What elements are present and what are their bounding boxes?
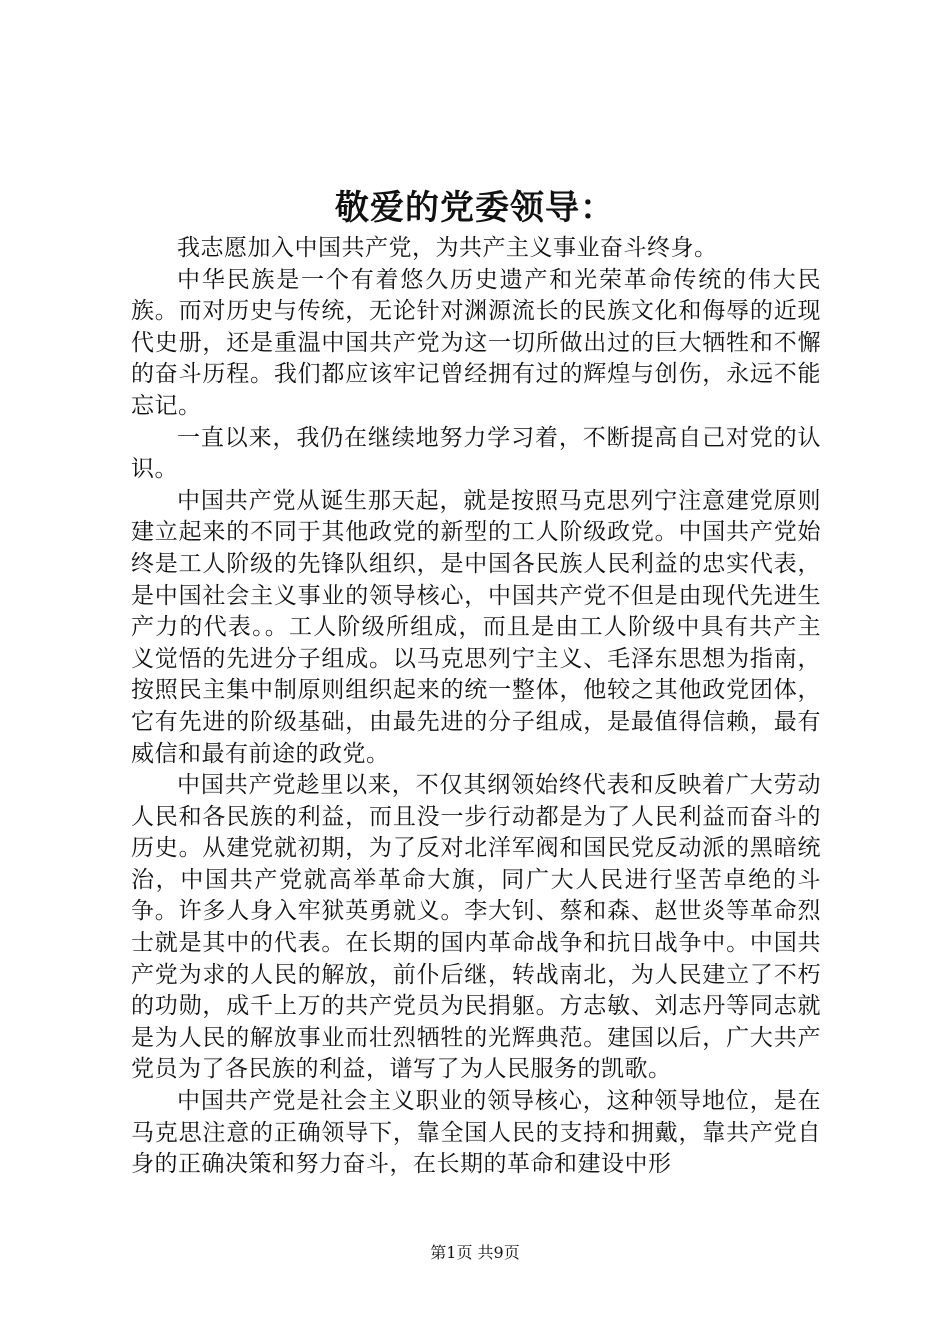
paragraph: 一直以来，我仍在继续地努力学习着，不断提高自己对党的认识。	[131, 424, 821, 483]
document-body	[131, 233, 821, 1181]
paragraph: 中国共产党从诞生那天起，就是按照马克思列宁注意建党原则建立起来的不同于其他政党的新型的工人阶级政党。中国共产党始终是工人阶级的先锋队组织，是中国各民族人民利益的忠实代表，是中国社会主义事业的领导核心，中国共产党不但是由现代先进生产力的代表。。工人阶级所组成，而且是由工人阶级中具有共产主义觉悟的先进分子组成。以马克思列宁主义、毛泽东思想为指南，按照民主集中制原则组织起来的统一整体，他较之其他政党团体，它有先进的阶级基础，由最先进的分子组成，是最值得信赖，最有威信和最有前途的政党。	[131, 487, 821, 767]
paragraph: 中国共产党是社会主义职业的领导核心，这种领导地位，是在马克思注意的正确领导下，靠全国人民的支持和拥戴，靠共产党自身的正确决策和努力奋斗，在长期的革命和建设中形	[131, 1088, 821, 1178]
paragraph: 我志愿加入中国共产党，为共产主义事业奋斗终身。	[177, 235, 718, 261]
page-title: 敬爱的党委领导：	[335, 188, 615, 228]
paragraph: 中国共产党趁里以来，不仅其纲领始终代表和反映着广大劳动人民和各民族的利益，而且没一步行动都是为了人民利益而奋斗的历史。从建党就初期，为了反对北洋军阀和国民党反动派的黑暗统治，中国共产党就高举革命大旗，同广大人民进行坚苦卓绝的斗争。许多人身入牢狱英勇就义。李大钊、蔡和森、赵世炎等革命烈士就是其中的代表。在长期的国内革命战争和抗日战争中。中国共产党为求的人民的解放，前仆后继，转战南北，为人民建立了不朽的功勋，成千上万的共产党员为民捐躯。方志敏、刘志丹等同志就是为人民的解放事业而壮烈牺牲的光辉典范。建国以后，广大共产党员为了各民族的利益，谱写了为人民服务的凯歌。	[131, 772, 821, 1083]
paragraph: 中华民族是一个有着悠久历史遗产和光荣革命传统的伟大民族。而对历史与传统，无论针对渊源流长的民族文化和侮辱的近现代史册，还是重温中国共产党为这一切所做出过的巨大牺牲和不懈的奋斗历程。我们都应该牢记曾经拥有过的辉煌与创伤，永远不能忘记。	[131, 266, 821, 419]
page-number-footer: 第1页 共9页	[430, 1243, 520, 1262]
